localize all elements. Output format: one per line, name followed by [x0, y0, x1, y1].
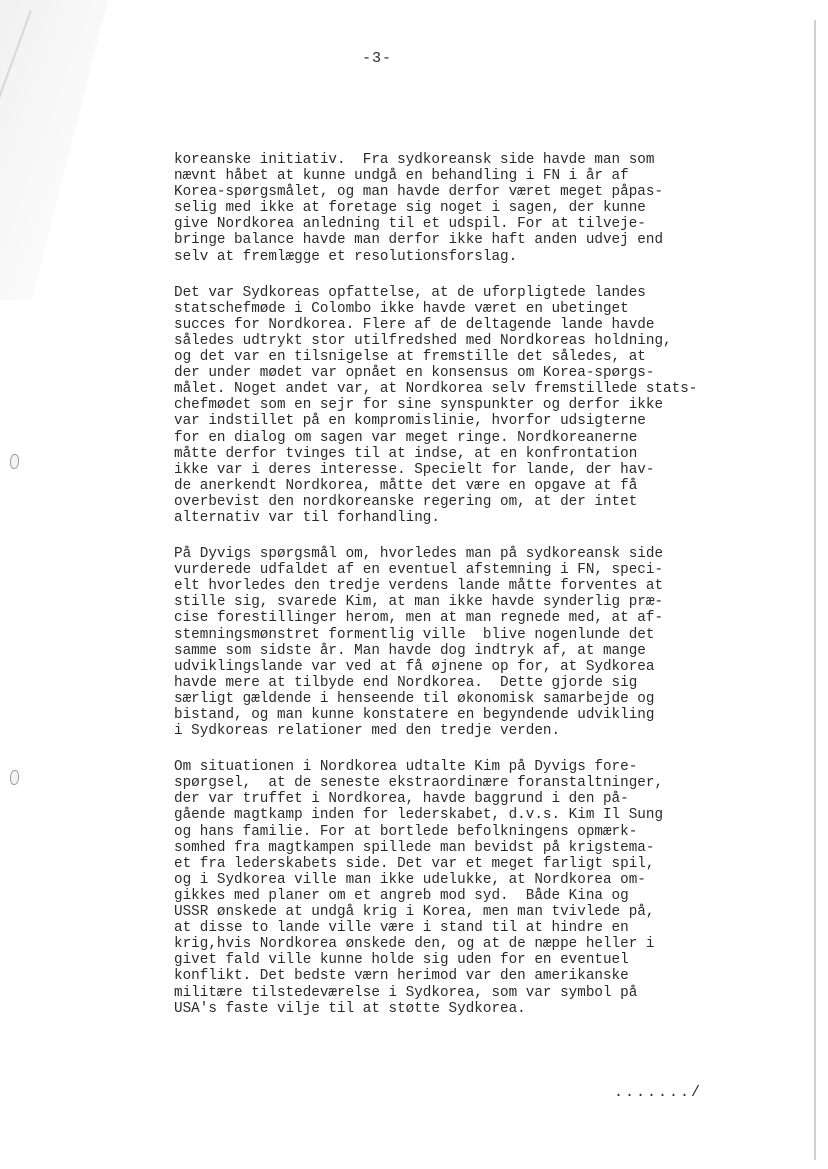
- page-edge-line: [814, 20, 816, 1160]
- punch-hole: [10, 770, 19, 785]
- paragraph-north-korea-situation: Om situationen i Nordkorea udtalte Kim på Dyvigs fore- spørgsel, at de seneste ekstraordinære foranstaltninger, der var truffet i Nordkorea, havde baggrund i den på- gående magtkamp inden for lederskabet, d.v.s. Kim Il Sung og hans familie. For at bortlede befolkningens opmærk- somhed fra magtkampen spillede man bevidst på krigstema- et fra lederskabets side. Det var et meget farligt spil, og i Sydkorea ville man ikke udelukke, at Nordkorea om- gikkes med planer om et angreb mod syd. Både Kina og USSR ønskede at undgå krig i Korea, men man tvivlede på, at disse to lande ville være i stand til at hindre en krig,hvis Nordkorea ønskede den, og at de næppe heller i givet fald ville kunne holde sig uden for en eventuel konflikt. Det bedste værn herimod var den amerikanske militære tilstedeværelse i Sydkorea, som var symbol på USA's faste vilje til at støtte Sydkorea.: [174, 759, 664, 1017]
- paragraph-korean-initiative: koreanske initiativ. Fra sydkoreansk side havde man som nævnt håbet at kunne undgå en behandling i FN i år af Korea-spørgsmålet, og man havde derfor været meget påpas- selig med ikke at foretage sig noget i sagen, der kunne give Nordkorea anledning til et udspil. For at tilveje- bringe balance havde man derfor ikke haft anden udvej end selv at fremlægge et resolutionsforslag.: [174, 152, 664, 265]
- paragraph-un-vote: På Dyvigs spørgsmål om, hvorledes man på sydkoreansk side vurderede udfaldet af en eventuel afstemning i FN, speci- elt hvorledes den tredje verdens lande måtte forventes at stille sig, svarede Kim, at man ikke havde synderlig præ- cise forestillinger herom, men at man regnede med, at af- stemningsmønstret formentlig ville blive nogenlunde det samme som sidste år. Man havde dog indtryk af, at mange udviklingslande var ved at få øjnene op for, at Sydkorea havde mere at tilbyde end Nordkorea. Dette gjorde sig særligt gældende i henseende til økonomisk samarbejde og bistand, og man kunne konstatere en begyndende udvikling i Sydkoreas relationer med den tredje verden.: [174, 546, 664, 740]
- continuation-mark: ......./: [614, 1084, 703, 1101]
- body-text: [174, 152, 786, 1037]
- paragraph-colombo-summit: Det var Sydkoreas opfattelse, at de uforpligtede landes statschefmøde i Colombo ikke havde været en ubetinget succes for Nordkorea. Flere af de deltagende lande havde således udtrykt stor utilfredshed med Nordkoreas holdning, og det var en tilsnigelse at fremstille det således, at der under mødet var opnået en konsensus om Korea-spørgs- målet. Noget andet var, at Nordkorea selv fremstillede stats- chefmødet som en sejr for sine synspunkter og derfor ikke var indstillet på en kompromislinie, hvorfor udsigterne for en dialog om sagen var meget ringe. Nordkoreanerne måtte derfor tvinges til at indse, at en konfrontation ikke var i deres interesse. Specielt for lande, der hav- de anerkendt Nordkorea, måtte det være en opgave at få overbevist den nordkoreanske regering om, at der intet alternativ var til forhandling.: [174, 284, 698, 526]
- page-number: -3-: [362, 50, 393, 67]
- punch-hole: [10, 454, 19, 469]
